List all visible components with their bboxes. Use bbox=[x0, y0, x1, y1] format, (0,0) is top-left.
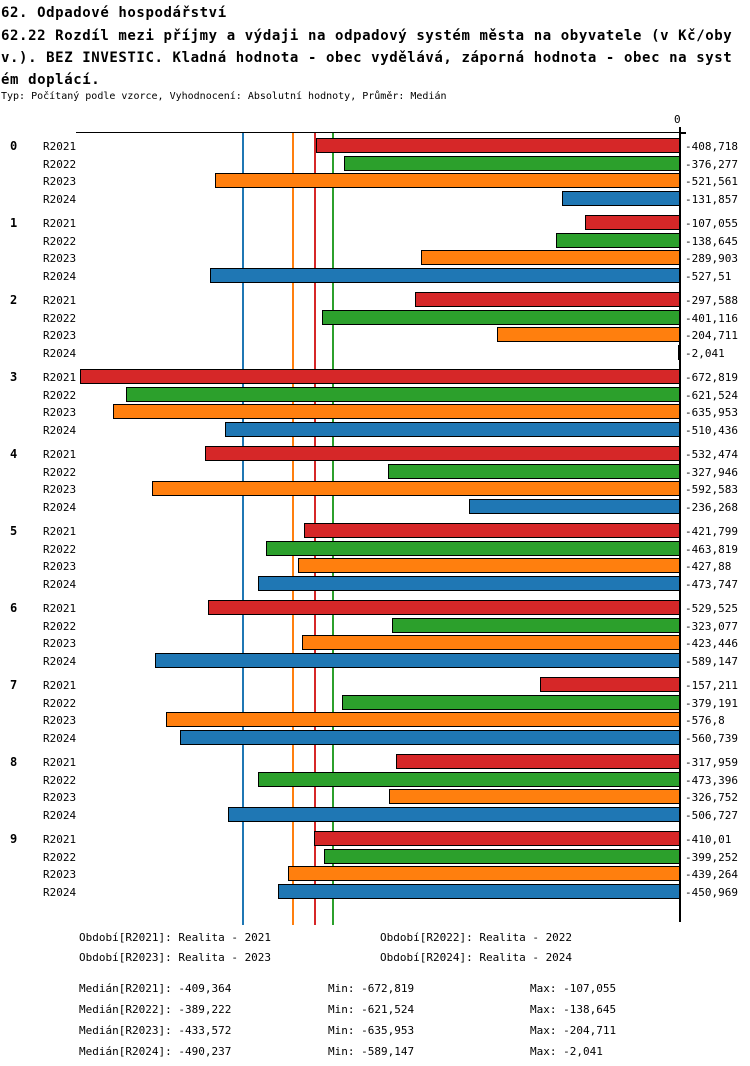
bar-2-R2022 bbox=[322, 310, 680, 325]
row-label-R2021: R2021 bbox=[43, 371, 77, 384]
stat-median-r2021: Medián[R2021]: -409,364 bbox=[79, 982, 232, 995]
bar-value-label: -327,946 bbox=[685, 465, 738, 479]
stat-max-r2023: Max: -204,711 bbox=[530, 1024, 617, 1037]
stat-median-r2023: Medián[R2023]: -433,572 bbox=[79, 1024, 232, 1037]
legend-item-r2024: Období[R2024]: Realita - 2024 bbox=[380, 951, 573, 964]
row-label-R2021: R2021 bbox=[43, 679, 77, 692]
legend-item-r2021: Období[R2021]: Realita - 2021 bbox=[79, 931, 272, 944]
stat-median-r2022: Medián[R2022]: -389,222 bbox=[79, 1003, 232, 1016]
bar-value-label: -326,752 bbox=[685, 791, 738, 804]
group-label-1: 1 bbox=[10, 216, 18, 230]
bar-3-R2024 bbox=[225, 422, 680, 437]
bar-value-label: -635,953 bbox=[685, 406, 738, 419]
bar-8-R2024 bbox=[228, 807, 680, 822]
page-subtitle-line1: 62.22 Rozdíl mezi příjmy a výdaji na odpadový systém města na obyvatele (v Kč/oby bbox=[1, 28, 733, 44]
row-label-R2021: R2021 bbox=[43, 294, 77, 307]
bar-3-R2023 bbox=[113, 404, 680, 419]
stat-median-r2024: Medián[R2024]: -490,237 bbox=[79, 1045, 232, 1058]
bar-value-label: -131,857 bbox=[685, 192, 738, 206]
bar-value-label: -439,264 bbox=[685, 868, 738, 881]
row-label-R2024: R2024 bbox=[43, 654, 77, 668]
bar-6-R2023 bbox=[302, 635, 680, 650]
bar-9-R2023 bbox=[288, 866, 680, 881]
bar-value-label: -401,116 bbox=[685, 311, 738, 325]
chart-meta-line: Typ: Počítaný podle vzorce, Vyhodnocení: Absolutní hodnoty, Průměr: Medián bbox=[1, 91, 447, 102]
bar-value-label: -450,969 bbox=[685, 885, 738, 899]
row-label-R2021: R2021 bbox=[43, 602, 77, 615]
row-label-R2021: R2021 bbox=[43, 833, 77, 846]
row-label-R2022: R2022 bbox=[43, 619, 77, 633]
bar-value-label: -529,525 bbox=[685, 602, 738, 615]
bar-8-R2021 bbox=[396, 754, 680, 769]
row-label-R2021: R2021 bbox=[43, 525, 77, 538]
row-label-R2022: R2022 bbox=[43, 465, 77, 479]
row-label-R2023: R2023 bbox=[43, 252, 77, 265]
stat-min-r2024: Min: -589,147 bbox=[328, 1045, 415, 1058]
bar-7-R2022 bbox=[342, 695, 680, 710]
bar-value-label: -592,583 bbox=[685, 483, 738, 496]
bar-3-R2022 bbox=[126, 387, 680, 402]
stat-max-r2024: Max: -2,041 bbox=[530, 1045, 603, 1058]
bar-value-label: -427,88 bbox=[685, 560, 732, 573]
bar-3-R2021 bbox=[80, 369, 680, 384]
row-label-R2024: R2024 bbox=[43, 577, 77, 591]
bar-value-label: -157,211 bbox=[685, 679, 738, 692]
bar-value-label: -621,524 bbox=[685, 388, 738, 402]
bar-2-R2023 bbox=[497, 327, 680, 342]
bar-8-R2023 bbox=[389, 789, 680, 804]
page-subtitle-line3: ém doplácí. bbox=[1, 72, 101, 88]
bar-value-label: -506,727 bbox=[685, 808, 738, 822]
row-label-R2022: R2022 bbox=[43, 696, 77, 710]
bar-6-R2021 bbox=[208, 600, 680, 615]
row-label-R2024: R2024 bbox=[43, 269, 77, 283]
row-label-R2023: R2023 bbox=[43, 406, 77, 419]
bar-5-R2022 bbox=[266, 541, 680, 556]
row-label-R2021: R2021 bbox=[43, 217, 77, 230]
group-label-7: 7 bbox=[10, 678, 18, 692]
group-label-3: 3 bbox=[10, 370, 18, 384]
row-label-R2024: R2024 bbox=[43, 731, 77, 745]
bar-value-label: -297,588 bbox=[685, 294, 738, 307]
bar-1-R2024 bbox=[210, 268, 680, 283]
stat-max-r2022: Max: -138,645 bbox=[530, 1003, 617, 1016]
bar-6-R2022 bbox=[392, 618, 680, 633]
row-label-R2023: R2023 bbox=[43, 868, 77, 881]
bar-value-label: -473,747 bbox=[685, 577, 738, 591]
row-label-R2022: R2022 bbox=[43, 157, 77, 171]
row-label-R2022: R2022 bbox=[43, 311, 77, 325]
bar-5-R2023 bbox=[298, 558, 680, 573]
row-label-R2021: R2021 bbox=[43, 140, 77, 153]
bar-value-label: -408,718 bbox=[685, 140, 738, 153]
stat-min-r2023: Min: -635,953 bbox=[328, 1024, 415, 1037]
axis-zero-label: 0 bbox=[674, 113, 681, 126]
bar-value-label: -473,396 bbox=[685, 773, 738, 787]
row-label-R2023: R2023 bbox=[43, 175, 77, 188]
bar-value-label: -317,959 bbox=[685, 756, 738, 769]
bar-value-label: -376,277 bbox=[685, 157, 738, 171]
page-subtitle-line2: v.). BEZ INVESTIC. Kladná hodnota - obec vydělává, záporná hodnota - obec na syst bbox=[1, 50, 733, 66]
row-label-R2023: R2023 bbox=[43, 791, 77, 804]
bar-8-R2022 bbox=[258, 772, 680, 787]
row-label-R2022: R2022 bbox=[43, 773, 77, 787]
legend-item-r2023: Období[R2023]: Realita - 2023 bbox=[79, 951, 272, 964]
row-label-R2022: R2022 bbox=[43, 542, 77, 556]
row-label-R2021: R2021 bbox=[43, 756, 77, 769]
group-label-2: 2 bbox=[10, 293, 18, 307]
bar-4-R2022 bbox=[388, 464, 680, 479]
stat-max-r2021: Max: -107,055 bbox=[530, 982, 617, 995]
bar-value-label: -576,8 bbox=[685, 714, 725, 727]
bar-value-label: -107,055 bbox=[685, 217, 738, 230]
bar-value-label: -289,903 bbox=[685, 252, 738, 265]
bar-6-R2024 bbox=[155, 653, 680, 668]
group-label-8: 8 bbox=[10, 755, 18, 769]
bar-value-label: -379,191 bbox=[685, 696, 738, 710]
bar-value-label: -204,711 bbox=[685, 329, 738, 342]
row-label-R2022: R2022 bbox=[43, 850, 77, 864]
bar-4-R2024 bbox=[469, 499, 680, 514]
bar-value-label: -527,51 bbox=[685, 269, 732, 283]
bar-9-R2021 bbox=[314, 831, 680, 846]
bar-0-R2023 bbox=[215, 173, 680, 188]
row-label-R2023: R2023 bbox=[43, 483, 77, 496]
bar-value-label: -410,01 bbox=[685, 833, 732, 846]
bar-value-label: -236,268 bbox=[685, 500, 738, 514]
bar-1-R2023 bbox=[421, 250, 680, 265]
row-label-R2023: R2023 bbox=[43, 714, 77, 727]
bar-4-R2021 bbox=[205, 446, 680, 461]
row-label-R2022: R2022 bbox=[43, 234, 77, 248]
bar-5-R2024 bbox=[258, 576, 680, 591]
bar-value-label: -423,446 bbox=[685, 637, 738, 650]
row-label-R2024: R2024 bbox=[43, 423, 77, 437]
bar-value-label: -589,147 bbox=[685, 654, 738, 668]
bar-value-label: -323,077 bbox=[685, 619, 738, 633]
bar-7-R2021 bbox=[540, 677, 680, 692]
bar-value-label: -672,819 bbox=[685, 371, 738, 384]
bar-5-R2021 bbox=[304, 523, 680, 538]
axis-top-rule bbox=[76, 132, 680, 133]
bar-value-label: -421,799 bbox=[685, 525, 738, 538]
bar-value-label: -138,645 bbox=[685, 234, 738, 248]
bar-0-R2022 bbox=[344, 156, 680, 171]
bar-value-label: -532,474 bbox=[685, 448, 738, 461]
group-label-5: 5 bbox=[10, 524, 18, 538]
row-label-R2021: R2021 bbox=[43, 448, 77, 461]
row-label-R2024: R2024 bbox=[43, 885, 77, 899]
bar-value-label: -2,041 bbox=[685, 346, 725, 360]
group-label-9: 9 bbox=[10, 832, 18, 846]
group-label-6: 6 bbox=[10, 601, 18, 615]
bar-7-R2023 bbox=[166, 712, 680, 727]
stat-min-r2021: Min: -672,819 bbox=[328, 982, 415, 995]
bar-2-R2024 bbox=[678, 345, 680, 360]
bar-9-R2024 bbox=[278, 884, 680, 899]
row-label-R2023: R2023 bbox=[43, 637, 77, 650]
bar-2-R2021 bbox=[415, 292, 680, 307]
row-label-R2024: R2024 bbox=[43, 500, 77, 514]
bar-value-label: -463,819 bbox=[685, 542, 738, 556]
bar-1-R2022 bbox=[556, 233, 680, 248]
bar-0-R2024 bbox=[562, 191, 680, 206]
legend-item-r2022: Období[R2022]: Realita - 2022 bbox=[380, 931, 573, 944]
bar-1-R2021 bbox=[585, 215, 680, 230]
bar-value-label: -399,252 bbox=[685, 850, 738, 864]
page-title: 62. Odpadové hospodářství bbox=[1, 5, 227, 21]
row-label-R2022: R2022 bbox=[43, 388, 77, 402]
bar-9-R2022 bbox=[324, 849, 680, 864]
stat-min-r2022: Min: -621,524 bbox=[328, 1003, 415, 1016]
row-label-R2024: R2024 bbox=[43, 346, 77, 360]
bar-0-R2021 bbox=[316, 138, 680, 153]
bar-value-label: -521,561 bbox=[685, 175, 738, 188]
bar-4-R2023 bbox=[152, 481, 680, 496]
row-label-R2023: R2023 bbox=[43, 560, 77, 573]
group-label-0: 0 bbox=[10, 139, 18, 153]
row-label-R2024: R2024 bbox=[43, 192, 77, 206]
group-label-4: 4 bbox=[10, 447, 18, 461]
row-label-R2024: R2024 bbox=[43, 808, 77, 822]
bar-value-label: -560,739 bbox=[685, 731, 738, 745]
row-label-R2023: R2023 bbox=[43, 329, 77, 342]
bar-value-label: -510,436 bbox=[685, 423, 738, 437]
bar-7-R2024 bbox=[180, 730, 680, 745]
